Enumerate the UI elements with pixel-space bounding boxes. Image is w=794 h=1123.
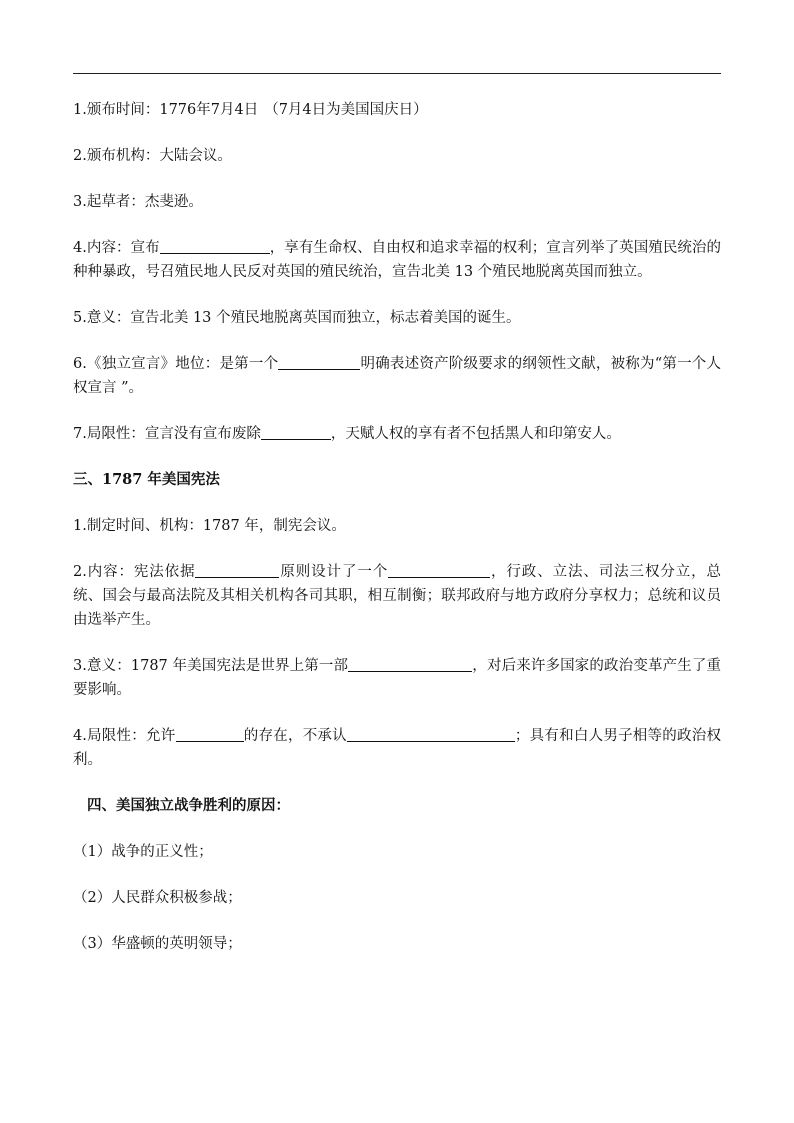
- item-text: 4.局限性：允许: [73, 728, 176, 744]
- section-3-heading: 三、1787 年美国宪法: [73, 471, 220, 488]
- fill-blank[interactable]: [160, 237, 270, 254]
- document-body: [73, 98, 721, 978]
- item-text: 的存在，不承认: [243, 728, 347, 744]
- item-text: ，行政、立法、司法三权分立，总统、国会与最高法院及其相关机构各司其职，相互制衡；联邦政府与地方政府分享权力；总统和议员由选举产生。: [73, 564, 722, 628]
- item-text: 2.内容：宪法依据: [73, 564, 196, 580]
- header-rule: [73, 73, 721, 74]
- section-4-heading: 四、美国独立战争胜利的原因：: [87, 797, 290, 814]
- s2-item-3: [73, 190, 721, 214]
- fill-blank[interactable]: [195, 561, 279, 578]
- item-text: 大陆会议。: [159, 148, 232, 164]
- s2-item-7: [73, 422, 721, 446]
- item-text: 杰斐逊。: [144, 194, 203, 210]
- s4-item: （3）华盛顿的英明领导；: [73, 936, 242, 952]
- s4-item: （2）人民群众积极参战；: [73, 890, 242, 906]
- item-text: ；: [514, 728, 530, 744]
- s3-item-1: 1.制定时间、机构：1787 年，制宪会议。: [73, 518, 346, 534]
- item-label: 3.起草者：: [73, 194, 145, 210]
- s4-item: （1）战争的正义性；: [73, 844, 213, 860]
- item-note: （7月4日为美国国庆日）: [264, 102, 428, 118]
- s2-item-2: [73, 144, 721, 168]
- item-text: 4.内容：宣布: [73, 240, 160, 256]
- s2-item-6: [73, 352, 721, 400]
- item-text: ，享有生命权、自由权和追求幸福的权利；宣言列举了英国殖民统治的种种暴政，号召殖民地人民反对英国的殖民统治，宣告北美 13 个殖民地脱离英国而独立。: [73, 240, 721, 280]
- item-text: 3.意义：1787 年美国宪法是世界上第一部: [73, 658, 349, 674]
- fill-blank[interactable]: [278, 353, 360, 370]
- s3-item-2: [73, 560, 721, 632]
- fill-blank[interactable]: [348, 655, 472, 672]
- item-text: 7.局限性：宣言没有宣布废除: [73, 426, 261, 442]
- fill-blank[interactable]: [261, 423, 331, 440]
- item-text: 1776年7月4日: [159, 102, 259, 118]
- fill-blank[interactable]: [176, 725, 244, 742]
- s2-item-4: [73, 236, 721, 284]
- item-text: ，对后来许多国家的政治变革产生了重要影响。: [73, 658, 721, 698]
- s3-item-3: [73, 654, 721, 702]
- item-label: 1.颁布时间：: [73, 102, 160, 118]
- fill-blank[interactable]: [388, 561, 490, 578]
- item-text: 原则设计了一个: [279, 564, 389, 580]
- s2-item-1: [73, 98, 721, 122]
- s3-item-4: [73, 724, 721, 772]
- item-text: 6.《独立宣言》地位：是第一个: [73, 356, 279, 372]
- item-text: 具有和白人男子相等的政治权利。: [73, 728, 721, 768]
- fill-blank[interactable]: [347, 725, 515, 742]
- item-text: 明确表述资产阶级要求的纲领性文献，被称为“第一个人权宣言 ”。: [73, 356, 721, 396]
- s2-item-5: 5.意义：宣告北美 13 个殖民地脱离英国而独立，标志着美国的诞生。: [73, 310, 521, 326]
- item-label: 2.颁布机构：: [73, 148, 160, 164]
- item-text: ，天赋人权的享有者不包括黑人和印第安人。: [330, 426, 621, 442]
